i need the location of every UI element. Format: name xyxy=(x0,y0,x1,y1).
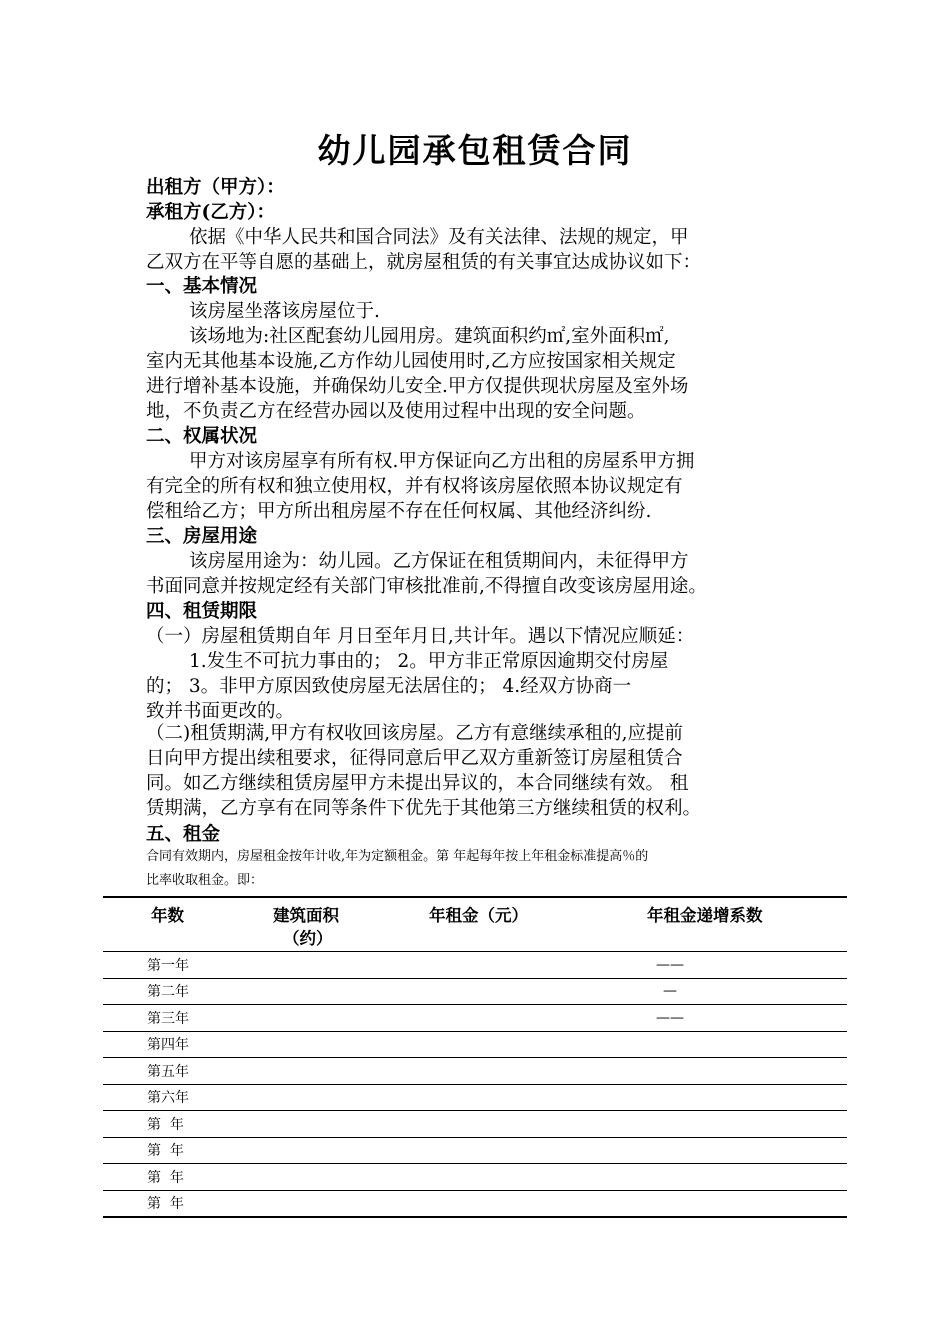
section-1-heading: 一、基本情况 xyxy=(146,276,258,297)
row-rent xyxy=(363,1005,553,1032)
row-year: 第四年 xyxy=(103,1031,213,1058)
section-1-line-5: 地，不负责乙方在经营办园以及使用过程中出现的安全问题。 xyxy=(146,401,646,422)
lessor-line: 出租方（甲方）： xyxy=(146,177,285,198)
row-year: 第一年 xyxy=(103,952,213,979)
intro-line-2: 乙双方在平等自愿的基础上，就房屋租赁的有关事宜达成协议如下： xyxy=(146,252,702,273)
row-year: 第五年 xyxy=(103,1058,213,1085)
section-4-line-3: 的； 3。非甲方原因致使房屋无法居住的； 4.经双方协商一 xyxy=(146,676,632,697)
table-row xyxy=(103,1031,847,1058)
page-title: 幼儿园承包租赁合同 xyxy=(317,131,633,170)
section-3-line-1: 该房屋用途为：幼儿园。乙方保证在租赁期间内，未征得甲方 xyxy=(189,551,689,572)
row-coef xyxy=(553,1137,847,1164)
row-year: 第三年 xyxy=(103,1005,213,1032)
header-rent: 年租金（元） xyxy=(363,897,553,952)
row-area xyxy=(213,1005,363,1032)
section-4-line-8: 赁期满，乙方享有在同等条件下优先于其他第三方继续租赁的权利。 xyxy=(146,798,702,819)
row-area xyxy=(213,978,363,1005)
section-2-line-1: 甲方对该房屋享有所有权.甲方保证向乙方出租的房屋系甲方拥 xyxy=(189,451,695,472)
section-2-line-3: 偿租给乙方；甲方所出租房屋不存在任何权属、其他经济纠纷. xyxy=(146,501,652,522)
row-area xyxy=(213,1058,363,1085)
section-5-line-2: 比率收取租金。即： xyxy=(146,873,264,888)
table-row xyxy=(103,1084,847,1111)
row-area xyxy=(213,1111,363,1138)
row-coef xyxy=(553,1031,847,1058)
intro-line-1: 依据《中华人民共和国合同法》及有关法律、法规的规定，甲 xyxy=(189,227,689,248)
row-rent xyxy=(363,952,553,979)
header-area-label: 建筑面积 xyxy=(273,906,339,925)
row-area xyxy=(213,1031,363,1058)
table-row xyxy=(103,978,847,1005)
section-4-line-2: 1.发生不可抗力事由的； 2。甲方非正常原因逾期交付房屋 xyxy=(189,651,669,672)
row-coef xyxy=(553,1111,847,1138)
header-coef: 年租金递增系数 xyxy=(553,897,847,952)
table-row xyxy=(103,1190,847,1217)
section-2-heading: 二、权属状况 xyxy=(146,426,258,447)
rent-table-wrapper xyxy=(103,896,847,1218)
row-area xyxy=(213,1137,363,1164)
table-row xyxy=(103,1005,847,1032)
table-row xyxy=(103,1111,847,1138)
section-3-heading: 三、房屋用途 xyxy=(146,526,258,547)
row-coef xyxy=(553,1058,847,1085)
section-4-line-6: 日向甲方提出续租要求，征得同意后甲乙双方重新签订房屋租赁合 xyxy=(146,748,683,769)
row-area xyxy=(213,1164,363,1191)
row-rent xyxy=(363,1137,553,1164)
row-rent xyxy=(363,1084,553,1111)
rent-table-header-row xyxy=(103,897,847,952)
header-area xyxy=(213,897,363,952)
row-coef: —— xyxy=(553,1005,847,1032)
section-3-line-2: 书面同意并按规定经有关部门审核批准前,不得擅自改变该房屋用途。 xyxy=(146,576,707,597)
section-4-line-5: （二)租赁期满,甲方有权收回该房屋。乙方有意继续承租的,应提前 xyxy=(146,723,683,744)
section-2-line-2: 有完全的所有权和独立使用权，并有权将该房屋依照本协议规定有 xyxy=(146,476,683,497)
row-rent xyxy=(363,978,553,1005)
row-area xyxy=(213,1084,363,1111)
row-year: 第六年 xyxy=(103,1084,213,1111)
row-area xyxy=(213,1190,363,1217)
row-coef: —— xyxy=(553,952,847,979)
section-1-line-2: 该场地为:社区配套幼儿园用房。建筑面积约㎡,室外面积㎡, xyxy=(189,326,670,347)
row-coef xyxy=(553,1164,847,1191)
header-area-approx: （约） xyxy=(283,929,333,948)
rent-table xyxy=(103,896,847,1218)
row-area xyxy=(213,952,363,979)
section-4-line-4: 致并书面更改的。 xyxy=(146,701,295,722)
table-row xyxy=(103,1058,847,1085)
table-row xyxy=(103,1137,847,1164)
section-1-line-1: 该房屋坐落该房屋位于. xyxy=(189,301,380,322)
section-4-line-1: （一）房屋租赁期自年 月日至年月日,共计年。遇以下情况应顺延： xyxy=(146,626,695,647)
section-5-heading: 五、租金 xyxy=(146,824,221,845)
row-year: 第 年 xyxy=(103,1164,213,1191)
section-1-line-3: 室内无其他基本设施,乙方作幼儿园使用时,乙方应按国家相关规定 xyxy=(146,351,676,372)
section-1-line-4: 进行增补基本设施，并确保幼儿安全.甲方仅提供现状房屋及室外场 xyxy=(146,376,689,397)
row-rent xyxy=(363,1164,553,1191)
row-year: 第二年 xyxy=(103,978,213,1005)
row-year: 第 年 xyxy=(103,1111,213,1138)
row-rent xyxy=(363,1058,553,1085)
header-year: 年数 xyxy=(103,897,213,952)
row-coef xyxy=(553,1084,847,1111)
row-coef xyxy=(553,1190,847,1217)
section-4-heading: 四、租赁期限 xyxy=(146,601,258,622)
section-5-line-1: 合同有效期内，房屋租金按年计收,年为定额租金。第 年起每年按上年租金标准提高％的 xyxy=(146,849,649,864)
table-row xyxy=(103,952,847,979)
row-rent xyxy=(363,1111,553,1138)
lessee-line: 承租方(乙方）： xyxy=(146,202,276,223)
row-rent xyxy=(363,1190,553,1217)
row-coef: — xyxy=(553,978,847,1005)
table-row xyxy=(103,1164,847,1191)
row-year: 第 年 xyxy=(103,1137,213,1164)
row-rent xyxy=(363,1031,553,1058)
row-year: 第 年 xyxy=(103,1190,213,1217)
section-4-line-7: 同。如乙方继续租赁房屋甲方未提出异议的，本合同继续有效。 租 xyxy=(146,773,689,794)
